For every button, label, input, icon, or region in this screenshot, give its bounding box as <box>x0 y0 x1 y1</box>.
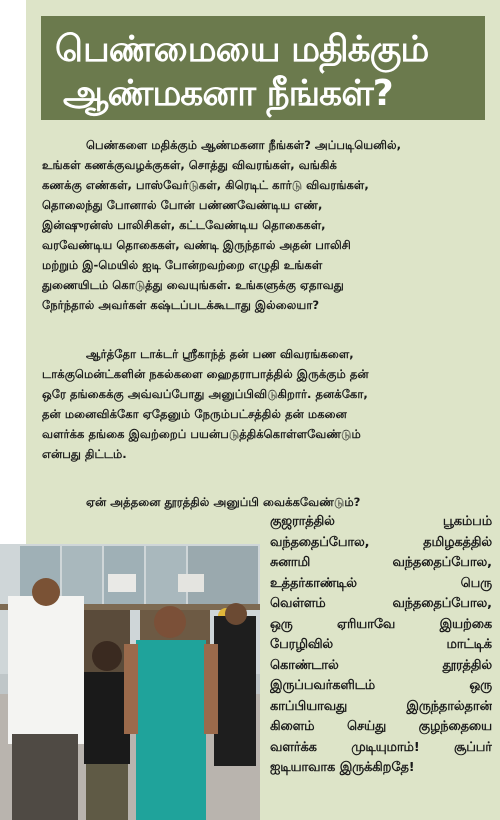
text-line: உங்கள் கணக்குவழக்குகள், சொத்து விவரங்கள், வங்கிக் <box>42 158 337 172</box>
text-line: இருப்பவர்களிடம் ஒரு <box>270 678 492 693</box>
text-line: உத்தர்காண்டில் பெரு <box>270 575 492 591</box>
text-line: தொலைந்து போனால் போன் பண்ணவேண்டிய எண், <box>42 198 323 212</box>
text-line: வரவேண்டிய தொகைகள், வண்டி இருந்தால் அதன் பாலிசி <box>42 238 351 252</box>
text-line: டாக்குமென்ட்களின் நகல்களை ஹைதராபாத்தில் இருக்கும் தன் <box>42 367 369 381</box>
photo-side-column <box>270 512 492 779</box>
text-line: கிளைம் செய்து குழந்தையை <box>270 719 492 734</box>
text-line: பெண்களை மதிக்கும் ஆண்மகனா நீங்கள்? அப்படியெனில், <box>86 138 402 152</box>
text-line: கொண்டால் தூரத்தில் <box>270 657 492 673</box>
text-line: சுனாமி வந்ததைப்போல, <box>270 555 492 570</box>
text-line: நேர்ந்தால் அவர்கள் கஷ்டப்படக்கூடாது இல்லையா? <box>42 298 320 312</box>
article-page <box>26 0 500 820</box>
paragraph-2 <box>42 344 488 464</box>
article-title-line-2: ஆண்மகனா நீங்கள்? <box>63 73 393 114</box>
text-line: இன்ஷுரன்ஸ் பாலிசிகள், கட்டவேண்டிய தொகைகள், <box>42 218 326 232</box>
text-line: மற்றும் இ-மெயில் ஐடி போன்றவற்றை எழுதி உங்கள் <box>42 258 323 272</box>
text-line: துணையிடம் கொடுத்து வையுங்கள். உங்களுக்கு ஏதாவது <box>42 278 344 292</box>
text-line: ஐடியாவாக இருக்கிறதே! <box>270 760 415 775</box>
text-line: ஒரே தங்கைக்கு அவ்வப்போது அனுப்பிவிடுகிறார். தனக்கோ, <box>42 387 368 401</box>
text-line: ஆர்த்தோ டாக்டர் ஸ்ரீகாந்த் தன் பண விவரங்களை, <box>86 347 354 361</box>
title-banner <box>41 16 485 120</box>
paragraph-1 <box>42 135 488 315</box>
text-line: பேரழிவில் மாட்டிக் <box>270 637 492 652</box>
text-line: ஒரு ஏரியாவே இயற்கை <box>270 616 492 632</box>
text-line: வெள்ளம் வந்ததைப்போல, <box>270 596 492 611</box>
text-line: என்பது திட்டம். <box>42 447 127 461</box>
text-line: வளர்க்க தங்கை இவற்றைப் பயன்படுத்திக்கொள்ளவேண்டும் <box>42 427 361 441</box>
family-photo <box>0 544 260 820</box>
text-line: காப்பியாவது இருந்தால்தான் <box>270 698 492 714</box>
text-line: வளர்க்க முடியுமாம்! சூப்பர் <box>270 739 492 755</box>
article-title-line-1: பெண்மையை மதிக்கும் <box>55 29 429 70</box>
text-line: கணக்கு எண்கள், பாஸ்வேர்டுகள், கிரெடிட் கார்டு விவரங்கள், <box>42 178 369 192</box>
text-line: வந்ததைப்போல, தமிழகத்தில் <box>270 534 492 550</box>
text-line: தன் மனைவிக்கோ ஏதேனும் நேரும்பட்சத்தில் தன் மகனை <box>42 407 347 421</box>
paragraph-3-opening <box>42 492 488 512</box>
text-line: குஜராத்தில் பூகம்பம் <box>270 514 492 529</box>
text-line: ஏன் அத்தனை தூரத்தில் அனுப்பி வைக்கவேண்டும்? <box>86 495 361 509</box>
